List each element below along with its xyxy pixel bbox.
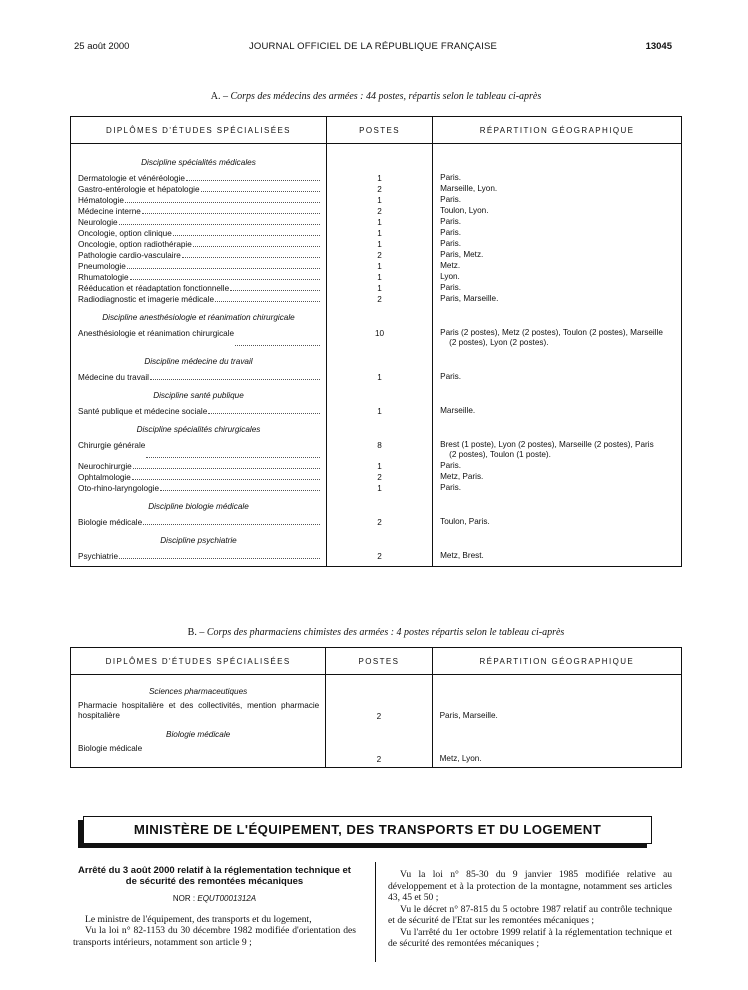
diplome-text: Pathologie cardio-vasculaire (78, 251, 181, 260)
leader-dots (235, 328, 320, 346)
page-number: 13045 (645, 41, 672, 52)
repartition-line: Paris. (440, 173, 462, 182)
diplome-label (71, 406, 326, 417)
postes-value: 1 (377, 240, 382, 249)
postes-value: 2 (377, 473, 382, 482)
diplome-text: Hématologie (78, 196, 124, 205)
leader-dots (150, 372, 320, 380)
diplome-text: Médecine du travail (78, 373, 149, 382)
postes-value: 2 (377, 207, 382, 216)
postes-value: 10 (374, 329, 385, 338)
paragraph: Le ministre de l'équipement, des transports et du logement, (85, 913, 312, 925)
repartition-line: Toulon, Paris. (440, 517, 490, 526)
leader-dots (119, 217, 320, 225)
article-left-column (73, 865, 356, 948)
section-heading: Discipline biologie médicale (148, 502, 249, 511)
diplome-label (71, 217, 326, 228)
col-header-diplomes: DIPLÔMES D'ÉTUDES SPÉCIALISÉES (71, 117, 327, 144)
diplome-label (71, 272, 326, 283)
geo-column (433, 144, 682, 567)
leader-dots (125, 195, 320, 203)
postes-value: 1 (377, 174, 382, 183)
diplome-label: Pharmacie hospitalière et des collectivités, mention pharmacie hospitalière (78, 701, 320, 720)
diplome-label (71, 261, 326, 272)
leader-dots (146, 440, 320, 458)
table-b (70, 647, 682, 768)
repartition-line: Paris, Metz. (440, 250, 484, 259)
repartition-line: Metz. (440, 261, 461, 270)
postes-value: 1 (377, 484, 382, 493)
diplome-label (71, 472, 326, 483)
diplome-label (71, 483, 326, 494)
repartition-value (433, 461, 681, 472)
repartition-line: Metz, Brest. (440, 551, 484, 560)
postes-column (326, 675, 432, 768)
table-a-caption: A. – Corps des médecins des armées : 44 postes, répartis selon le tableau ci-après (210, 91, 542, 102)
diplome-text: Gastro-entérologie et hépatologie (78, 185, 200, 194)
section-heading: Discipline spécialités médicales (141, 158, 256, 167)
diplome-label (71, 328, 326, 349)
diplome-label (71, 517, 326, 528)
repartition-line: Marseille, Lyon. (440, 184, 498, 193)
leader-dots (142, 206, 320, 214)
repartition-value (433, 744, 681, 765)
diplomes-column (71, 675, 326, 768)
leader-dots (215, 294, 320, 302)
repartition-value (433, 195, 681, 206)
postes-value: 2 (377, 185, 382, 194)
repartition-value (433, 239, 681, 250)
repartition-value (433, 272, 681, 283)
repartition-value (433, 250, 681, 261)
repartition-line: Paris, Marseille. (439, 711, 498, 720)
repartition-line: Paris. (440, 239, 462, 248)
paragraph: Vu l'arrêté du 1er octobre 1999 relatif à la réglementation technique et de sécurité des remontées mécaniques ; (388, 926, 672, 949)
diplome-text: Psychiatrie (78, 552, 119, 561)
diplome-label (71, 461, 326, 472)
repartition-value (433, 406, 681, 417)
diplome-text: Chirurgie générale (78, 441, 146, 450)
postes-value: 2 (377, 251, 382, 260)
journal-title: JOURNAL OFFICIEL DE LA RÉPUBLIQUE FRANÇAISE (248, 41, 498, 52)
diplome-label (71, 250, 326, 261)
leader-dots (208, 406, 320, 414)
section-heading: Discipline psychiatrie (160, 536, 237, 545)
diplome-text: Ophtalmologie (78, 473, 131, 482)
postes-value: 2 (376, 755, 382, 764)
repartition-line: Paris. (440, 372, 462, 381)
diplome-text: Neurologie (78, 218, 118, 227)
table-b-caption: B. – Corps des pharmaciens chimistes des armées : 4 postes répartis selon le tableau ci-après (187, 627, 565, 638)
repartition-line: (2 postes), Toulon (1 poste). (449, 450, 551, 459)
leader-dots (230, 283, 320, 291)
ministry-banner: MINISTÈRE DE L'ÉQUIPEMENT, DES TRANSPORTS ET DU LOGEMENT (83, 816, 652, 844)
diplomes-column (71, 144, 327, 567)
diplome-label (71, 551, 326, 562)
repartition-value (433, 283, 681, 294)
repartition-value (433, 483, 681, 494)
leader-dots (132, 472, 320, 480)
diplome-label (71, 184, 326, 195)
table-a (70, 116, 682, 567)
diplome-label (71, 195, 326, 206)
postes-value: 1 (377, 407, 382, 416)
diplome-text: Rééducation et réadaptation fonctionnelle (78, 284, 230, 293)
postes-value: 8 (377, 441, 382, 450)
section-heading: Biologie médicale (166, 730, 231, 739)
leader-dots (186, 173, 320, 181)
repartition-value (433, 206, 681, 217)
postes-column (326, 144, 432, 567)
repartition-value (433, 328, 681, 349)
diplome-label (71, 206, 326, 217)
col-header-repartition: RÉPARTITION GÉOGRAPHIQUE (433, 117, 682, 144)
leader-dots (119, 551, 320, 559)
leader-dots (127, 261, 320, 269)
paragraph: Vu le décret n° 87-815 du 5 octobre 1987 relatif au contrôle technique et de sécurité de l'Etat sur les remontées mécaniques ; (388, 903, 672, 926)
repartition-line: Paris. (440, 483, 462, 492)
diplome-label (71, 440, 326, 461)
section-heading: Discipline anesthésiologie et réanimation chirurgicale (102, 313, 295, 322)
repartition-value (433, 228, 681, 239)
repartition-line: Paris, Marseille. (440, 294, 499, 303)
diplome-text: Pneumologie (78, 262, 126, 271)
repartition-value (433, 217, 681, 228)
col-header-repartition: RÉPARTITION GÉOGRAPHIQUE (432, 648, 681, 675)
repartition-value (433, 551, 681, 562)
postes-value: 2 (377, 295, 382, 304)
col-header-diplomes: DIPLÔMES D'ÉTUDES SPÉCIALISÉES (71, 648, 326, 675)
section-heading: Sciences pharmaceutiques (148, 687, 248, 696)
diplome-label (71, 283, 326, 294)
postes-value: 1 (377, 284, 382, 293)
diplome-text: Santé publique et médecine sociale (78, 407, 208, 416)
section-heading: Discipline santé publique (153, 391, 244, 400)
nor-reference: NOR : EQUT0001312A (172, 894, 257, 903)
postes-value: 2 (376, 712, 382, 721)
repartition-line: Marseille. (440, 406, 476, 415)
repartition-line: Paris. (440, 283, 462, 292)
leader-dots (193, 239, 320, 247)
repartition-value (433, 517, 681, 528)
diplome-text: Dermatologie et vénéréologie (78, 174, 185, 183)
paragraph: Vu la loi n° 82-1153 du 30 décembre 1982 modifiée d'orientation des transports intérieurs, notamment son article 9 ; (73, 925, 356, 948)
col-header-postes: POSTES (326, 117, 432, 144)
postes-value: 2 (377, 552, 382, 561)
section-heading: Discipline médecine du travail (144, 357, 253, 366)
repartition-value (433, 261, 681, 272)
repartition-line: Paris. (440, 228, 462, 237)
col-header-postes: POSTES (326, 648, 432, 675)
repartition-line: Paris (2 postes), Metz (2 postes), Toulon (2 postes), Marseille (440, 328, 663, 337)
leader-dots (133, 461, 320, 469)
postes-value: 1 (377, 373, 382, 382)
paragraph: Vu la loi n° 85-30 du 9 janvier 1985 modifiée relative au développement et à la protection de la montagne, notamment ses articles 43, 45 et 50 ; (388, 869, 672, 903)
article-title: Arrêté du 3 août 2000 relatif à la réglementation technique et de sécurité des remontées mécaniques (78, 865, 351, 887)
section-heading: Discipline spécialités chirurgicales (136, 425, 261, 434)
diplome-label (71, 294, 326, 305)
postes-value: 1 (377, 229, 382, 238)
postes-value: 1 (377, 462, 382, 471)
repartition-line: Brest (1 poste), Lyon (2 postes), Marseille (2 postes), Paris (440, 440, 654, 449)
repartition-line: Paris. (440, 461, 462, 470)
leader-dots (201, 184, 320, 192)
diplome-text: Anesthésiologie et réanimation chirurgicale (78, 329, 235, 338)
repartition-line: Lyon. (440, 272, 460, 281)
geo-column (432, 675, 681, 768)
repartition-line: (2 postes), Lyon (2 postes). (449, 338, 549, 347)
diplome-text: Neurochirurgie (78, 462, 132, 471)
repartition-line: Toulon, Lyon. (440, 206, 489, 215)
diplome-text: Rhumatologie (78, 273, 129, 282)
diplome-label (71, 239, 326, 250)
leader-dots (160, 483, 320, 491)
diplome-label (71, 372, 326, 383)
postes-value: 2 (377, 518, 382, 527)
repartition-value (433, 472, 681, 483)
repartition-line: Paris. (440, 195, 462, 204)
diplome-text: Oncologie, option clinique (78, 229, 172, 238)
diplome-label (71, 228, 326, 239)
repartition-value (433, 173, 681, 184)
article-right-column (388, 869, 672, 950)
postes-value: 1 (377, 218, 382, 227)
column-divider (375, 862, 376, 962)
repartition-value (433, 184, 681, 195)
diplome-text: Radiodiagnostic et imagerie médicale (78, 295, 215, 304)
repartition-line: Paris. (440, 217, 462, 226)
repartition-line: Metz, Paris. (440, 472, 484, 481)
postes-value: 1 (377, 273, 382, 282)
repartition-value (433, 440, 681, 461)
diplome-text: Oto-rhino-laryngologie (78, 484, 160, 493)
leader-dots (182, 250, 320, 258)
leader-dots (143, 517, 320, 525)
diplome-text: Médecine interne (78, 207, 141, 216)
page-header (74, 41, 672, 53)
postes-value: 1 (377, 196, 382, 205)
repartition-value (433, 372, 681, 383)
diplome-label: Biologie médicale (78, 744, 143, 753)
diplome-text: Biologie médicale (78, 518, 143, 527)
header-date: 25 août 2000 (74, 41, 130, 52)
repartition-value (433, 294, 681, 305)
leader-dots (130, 272, 320, 280)
leader-dots (173, 228, 320, 236)
diplome-text: Oncologie, option radiothérapie (78, 240, 192, 249)
postes-value: 1 (377, 262, 382, 271)
repartition-line: Metz, Lyon. (439, 754, 482, 763)
diplome-label (71, 173, 326, 184)
repartition-value (433, 701, 681, 722)
